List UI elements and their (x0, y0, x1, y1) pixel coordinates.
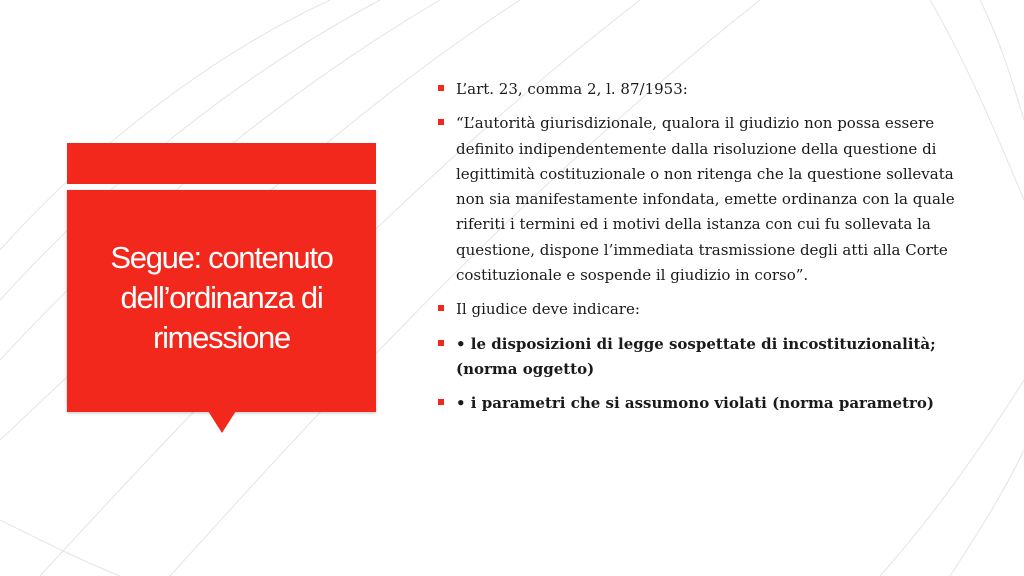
slide-title-line: dell’ordinanza di (120, 280, 323, 315)
bullet-text: • i parametri che si assumono violati (norma parametro) (456, 394, 935, 413)
bullet-item (437, 297, 967, 322)
slide-title-line: Segue: contenuto (110, 240, 333, 275)
bullet-text: Il giudice deve indicare: (456, 300, 640, 319)
bullet-item (437, 332, 967, 383)
bullet-item (437, 391, 967, 416)
bullet-text: “L’autorità giurisdizionale, qualora il giudizio non possa essere definito indipendentemente dalla risoluzione della questione di legittimità costituzionale o non ritenga che la questione sollevata non sia manifestamente infondata, emette ordinanza con la quale riferiti i termini ed i motivi della istanza con cui fu sollevata la questione, dispone l’immediata trasmissione degli atti alla Corte costituzionale e sospende il giudizio in corso”. (456, 114, 955, 285)
bullet-text: • le disposizioni di legge sospettate di incostituzionalità; (norma oggetto) (456, 334, 936, 378)
bullet-list (437, 77, 967, 426)
square-bullet-icon (438, 119, 444, 125)
square-bullet-icon (438, 399, 444, 405)
slide-title-line: rimessione (153, 320, 290, 355)
square-bullet-icon (438, 85, 444, 91)
square-bullet-icon (438, 340, 444, 346)
title-box-pointer (208, 411, 236, 433)
bullet-item (437, 111, 967, 288)
bullet-item (437, 77, 967, 102)
square-bullet-icon (438, 305, 444, 311)
bullet-text: L’art. 23, comma 2, l. 87/1953: (456, 80, 688, 98)
slide-title (67, 238, 376, 358)
title-accent-strip (67, 143, 376, 184)
